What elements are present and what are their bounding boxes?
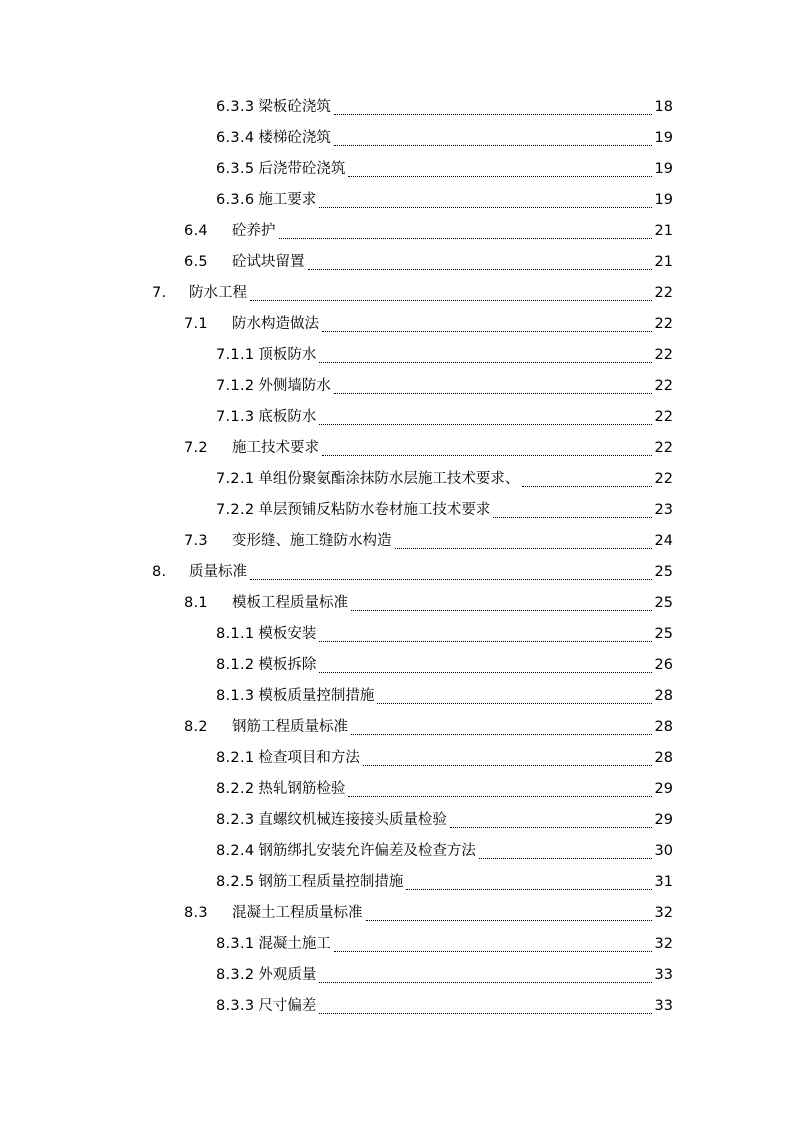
toc-entry-title: 单组份聚氨酯涂抹防水层施工技术要求、	[258, 471, 520, 487]
toc-entry-title: 质量标准	[189, 564, 247, 580]
toc-entry-page: 29	[654, 812, 673, 828]
toc-entry-number: 6.3.5	[216, 161, 255, 177]
toc-entry-number: 8.1	[184, 595, 208, 611]
toc-entry-number: 8.	[152, 564, 167, 580]
toc-entry-title: 防水构造做法	[232, 316, 319, 332]
toc-entry[interactable]	[0, 247, 794, 278]
toc-entry-page: 28	[654, 688, 673, 704]
toc-entry-title: 尺寸偏差	[258, 998, 317, 1014]
toc-entry-title: 外观质量	[258, 967, 317, 983]
dot-leader	[308, 268, 652, 270]
toc-entry[interactable]	[0, 712, 794, 743]
toc-entry-number: 8.2.3	[216, 812, 255, 828]
toc-entry-title: 防水工程	[189, 285, 247, 301]
toc-entry-page: 19	[654, 192, 673, 208]
toc-entry-number: 8.2.4	[216, 843, 255, 859]
toc-entry-page: 21	[654, 254, 673, 270]
toc-entry[interactable]	[0, 402, 794, 433]
toc-entry-number: 6.3.6	[216, 192, 255, 208]
toc-entry-page: 29	[654, 781, 673, 797]
toc-entry-page: 22	[654, 347, 673, 363]
toc-entry-number: 7.2.1	[216, 471, 255, 487]
toc-entry-page: 32	[654, 905, 673, 921]
dot-leader	[366, 919, 652, 921]
toc-entry-title: 底板防水	[258, 409, 317, 425]
toc-entry-number: 7.2	[184, 440, 208, 456]
dot-leader	[250, 578, 652, 580]
toc-entry-title: 外侧墙防水	[258, 378, 331, 394]
toc-entry-page: 30	[654, 843, 673, 859]
toc-entry[interactable]	[0, 278, 794, 309]
toc-entry-title: 模板拆除	[258, 657, 317, 673]
toc-entry-title: 变形缝、施工缝防水构造	[232, 533, 392, 549]
toc-entry-page: 32	[654, 936, 673, 952]
toc-entry-title: 砼养护	[232, 223, 276, 239]
toc-entry[interactable]	[0, 867, 794, 898]
toc-entry-title: 混凝土施工	[258, 936, 331, 952]
dot-leader	[319, 1012, 651, 1014]
toc-entry[interactable]	[0, 526, 794, 557]
toc-entry-title: 模板安装	[258, 626, 317, 642]
toc-entry-title: 梁板砼浇筑	[258, 99, 331, 115]
toc-entry-number: 7.1	[184, 316, 208, 332]
toc-entry[interactable]	[0, 340, 794, 371]
toc-entry-number: 8.1.2	[216, 657, 255, 673]
dot-leader	[334, 950, 652, 952]
toc-entry-number: 6.4	[184, 223, 208, 239]
toc-entry-page: 19	[654, 130, 673, 146]
toc-entry-page: 22	[654, 316, 673, 332]
toc-entry-page: 22	[654, 409, 673, 425]
toc-entry-number: 6.3.3	[216, 99, 255, 115]
toc-entry[interactable]	[0, 805, 794, 836]
dot-leader	[479, 857, 652, 859]
toc-entry-page: 25	[654, 564, 673, 580]
toc-entry-title: 模板工程质量标准	[232, 595, 348, 611]
dot-leader	[348, 175, 651, 177]
dot-leader	[319, 981, 651, 983]
toc-entry[interactable]	[0, 216, 794, 247]
toc-entry[interactable]	[0, 154, 794, 185]
toc-entry-number: 8.2.5	[216, 874, 255, 890]
toc-entry-number: 7.1.3	[216, 409, 255, 425]
toc-entry[interactable]	[0, 836, 794, 867]
toc-entry-title: 热轧钢筋检验	[258, 781, 346, 797]
toc-entry-number: 8.3.1	[216, 936, 255, 952]
toc-entry-page: 33	[654, 998, 673, 1014]
toc-entry-title: 钢筋绑扎安装允许偏差及检查方法	[258, 843, 476, 859]
toc-entry-title: 施工要求	[258, 192, 317, 208]
toc-entry-number: 8.3.3	[216, 998, 255, 1014]
dot-leader	[319, 671, 651, 673]
toc-entry[interactable]	[0, 898, 794, 929]
toc-entry-title: 单层预铺反粘防水卷材施工技术要求	[258, 502, 491, 518]
toc-entry[interactable]	[0, 185, 794, 216]
dot-leader	[493, 516, 651, 518]
toc-entry[interactable]	[0, 92, 794, 123]
toc-entry-page: 19	[654, 161, 673, 177]
dot-leader	[450, 826, 652, 828]
toc-entry-page: 28	[654, 719, 673, 735]
toc-entry[interactable]	[0, 960, 794, 991]
toc-entry-title: 直螺纹机械连接接头质量检验	[258, 812, 447, 828]
toc-entry-title: 楼梯砼浇筑	[258, 130, 331, 146]
toc-entry-page: 23	[654, 502, 673, 518]
toc-entry-page: 28	[654, 750, 673, 766]
toc-entry-number: 7.	[152, 285, 167, 301]
toc-entry-number: 7.2.2	[216, 502, 255, 518]
dot-leader	[395, 547, 652, 549]
dot-leader	[279, 237, 652, 239]
toc-entry-number: 7.1.1	[216, 347, 255, 363]
dot-leader	[351, 733, 652, 735]
toc-entry[interactable]	[0, 991, 794, 1022]
toc-entry[interactable]	[0, 743, 794, 774]
dot-leader	[322, 330, 652, 332]
toc-entry-number: 6.5	[184, 254, 208, 270]
toc-entry[interactable]	[0, 929, 794, 960]
toc-entry[interactable]	[0, 774, 794, 805]
dot-leader	[319, 423, 651, 425]
toc-entry-page: 26	[654, 657, 673, 673]
toc-entry-number: 7.3	[184, 533, 208, 549]
dot-leader	[351, 609, 652, 611]
toc-entry-title: 检查项目和方法	[258, 750, 360, 766]
toc-entry-title: 后浇带砼浇筑	[258, 161, 346, 177]
toc-entry[interactable]	[0, 371, 794, 402]
toc-entry-number: 6.3.4	[216, 130, 255, 146]
toc-entry-page: 21	[654, 223, 673, 239]
dot-leader	[319, 206, 651, 208]
toc-entry-number: 8.2	[184, 719, 208, 735]
toc-entry-page: 22	[654, 440, 673, 456]
dot-leader	[319, 361, 651, 363]
toc-entry[interactable]	[0, 650, 794, 681]
toc-entry-title: 钢筋工程质量标准	[232, 719, 348, 735]
toc-entry[interactable]	[0, 557, 794, 588]
toc-entry-title: 钢筋工程质量控制措施	[258, 874, 404, 890]
toc-entry[interactable]	[0, 588, 794, 619]
toc-entry-number: 8.2.1	[216, 750, 255, 766]
dot-leader	[334, 144, 652, 146]
toc-entry-number: 8.2.2	[216, 781, 255, 797]
dot-leader	[334, 113, 652, 115]
toc-entry[interactable]	[0, 619, 794, 650]
toc-entry-title: 砼试块留置	[232, 254, 305, 270]
dot-leader	[522, 485, 651, 487]
toc-entry-number: 8.3	[184, 905, 208, 921]
toc-entry-number: 7.1.2	[216, 378, 255, 394]
dot-leader	[334, 392, 652, 394]
dot-leader	[250, 299, 652, 301]
dot-leader	[319, 640, 651, 642]
dot-leader	[406, 888, 651, 890]
table-of-contents	[0, 92, 794, 1022]
toc-entry-page: 25	[654, 595, 673, 611]
toc-entry-title: 施工技术要求	[232, 440, 319, 456]
toc-entry-page: 25	[654, 626, 673, 642]
dot-leader	[322, 454, 652, 456]
toc-entry-title: 模板质量控制措施	[258, 688, 375, 704]
toc-entry-number: 8.1.1	[216, 626, 255, 642]
toc-entry-page: 22	[654, 471, 673, 487]
toc-entry-number: 8.1.3	[216, 688, 255, 704]
dot-leader	[363, 764, 652, 766]
toc-entry-page: 24	[654, 533, 673, 549]
toc-entry-number: 8.3.2	[216, 967, 255, 983]
toc-entry-page: 22	[654, 285, 673, 301]
toc-entry-title: 顶板防水	[258, 347, 317, 363]
dot-leader	[348, 795, 651, 797]
toc-entry[interactable]	[0, 433, 794, 464]
toc-entry-page: 33	[654, 967, 673, 983]
toc-entry-page: 22	[654, 378, 673, 394]
toc-entry[interactable]	[0, 495, 794, 526]
toc-entry-page: 31	[654, 874, 673, 890]
toc-entry-page: 18	[654, 99, 673, 115]
dot-leader	[377, 702, 651, 704]
toc-entry[interactable]	[0, 309, 794, 340]
toc-entry[interactable]	[0, 464, 794, 495]
toc-entry[interactable]	[0, 123, 794, 154]
toc-entry-title: 混凝土工程质量标准	[232, 905, 363, 921]
toc-entry[interactable]	[0, 681, 794, 712]
